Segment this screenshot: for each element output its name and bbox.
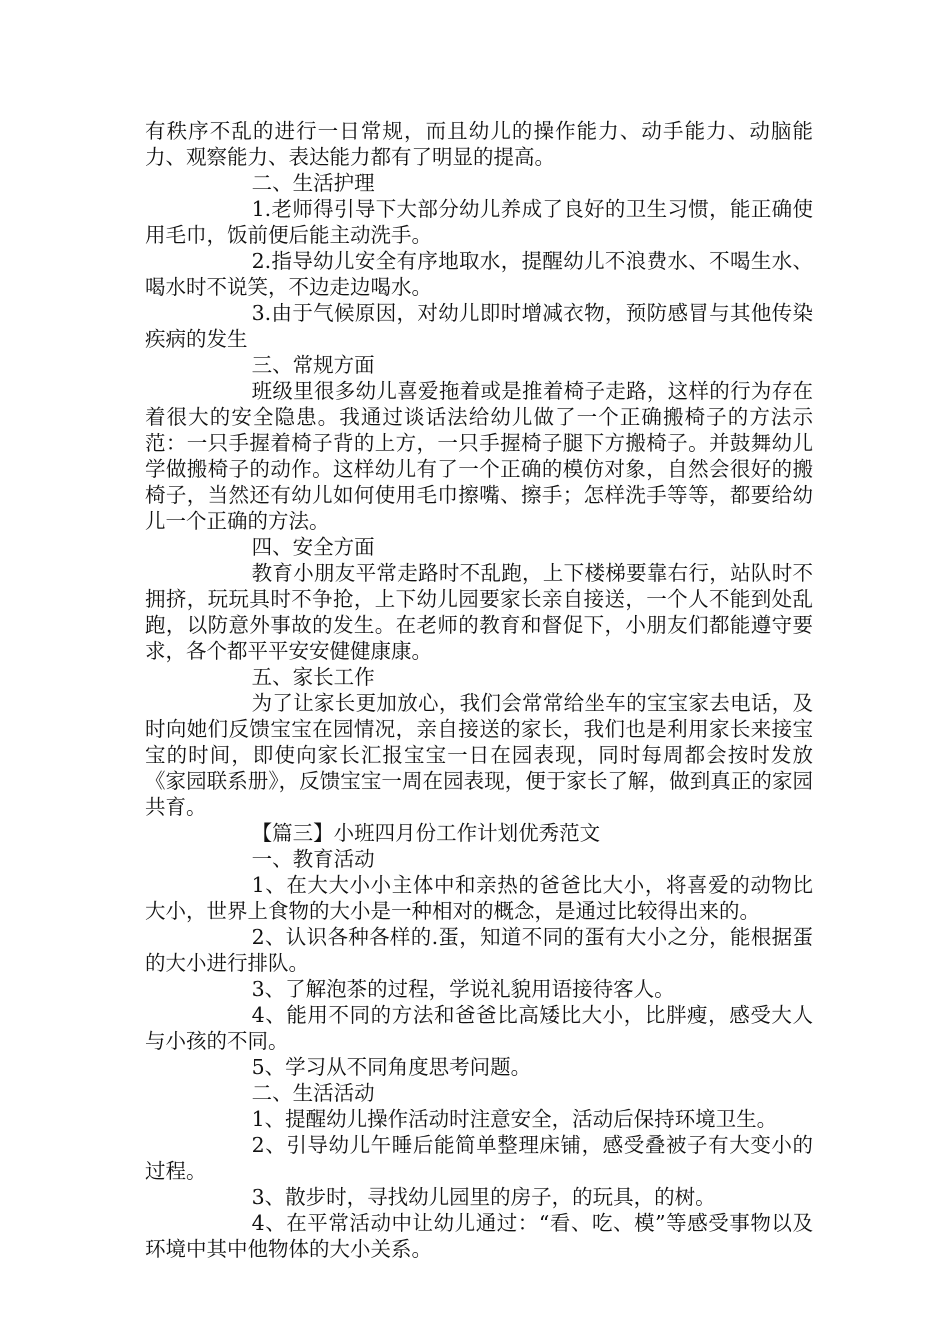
section-heading: 【篇三】小班四月份工作计划优秀范文: [251, 821, 601, 845]
body-paragraph: 班级里很多幼儿喜爱拖着或是推着椅子走路，这样的行为存在着很大的安全隐患。我通过谈话法给幼儿做了一个正确搬椅子的方法示范：一只手握着椅子背的上方，一只手握椅子腿下方搬椅子。并鼓舞幼儿学做搬椅子的动作。这样幼儿有了一个正确的模仿对象，自然会很好的搬椅子，当然还有幼儿如何使用毛巾擦嘴、擦手；怎样洗手等等，都要给幼儿一个正确的方法。: [145, 379, 813, 533]
section-heading: 一、教育活动: [251, 847, 375, 871]
body-paragraph: 教育小朋友平常走路时不乱跑，上下楼梯要靠右行，站队时不拥挤，玩玩具时不争抢，上下幼儿园要家长亲自接送，一个人不能到处乱跑，以防意外事故的发生。在老师的教育和督促下，小朋友们都能遵守要求，各个都平平安安健健康康。: [145, 561, 813, 663]
body-paragraph: 4、能用不同的方法和爸爸比高矮比大小，比胖瘦，感受大人与小孩的不同。: [145, 1003, 813, 1053]
body-paragraph: 为了让家长更加放心，我们会常常给坐车的宝宝家去电话，及时向她们反馈宝宝在园情况，亲自接送的家长，我们也是利用家长来接宝宝的时间，即使向家长汇报宝宝一日在园表现，同时每周都会按时发放《家园联系册》，反馈宝宝一周在园表现，便于家长了解，做到真正的家园共育。: [145, 691, 813, 819]
body-paragraph: 2.指导幼儿安全有序地取水，提醒幼儿不浪费水、不喝生水、喝水时不说笑，不边走边喝水。: [145, 249, 813, 299]
section-heading: 四、安全方面: [251, 535, 375, 559]
body-paragraph: 4、在平常活动中让幼儿通过：“看、吃、模”等感受事物以及环境中其中他物体的大小关系。: [145, 1211, 813, 1261]
body-paragraph: 3、散步时，寻找幼儿园里的房子，的玩具，的树。: [251, 1185, 716, 1209]
section-heading: 五、家长工作: [251, 665, 375, 689]
body-paragraph: 5、学习从不同角度思考问题。: [251, 1055, 532, 1079]
body-paragraph: 1.老师得引导下大部分幼儿养成了良好的卫生习惯，能正确使用毛巾，饭前便后能主动洗手。: [145, 197, 813, 247]
body-paragraph: 1、在大大小小主体中和亲热的爸爸比大小，将喜爱的动物比大小，世界上食物的大小是一种相对的概念，是通过比较得出来的。: [145, 873, 813, 923]
body-paragraph: 有秩序不乱的进行一日常规，而且幼儿的操作能力、动手能力、动脑能力、观察能力、表达能力都有了明显的提高。: [145, 119, 813, 169]
section-heading: 三、常规方面: [251, 353, 375, 377]
body-paragraph: 3、了解泡茶的过程，学说礼貌用语接待客人。: [251, 977, 675, 1001]
body-paragraph: 2、认识各种各样的.蛋，知道不同的蛋有大小之分，能根据蛋的大小进行排队。: [145, 925, 813, 975]
body-paragraph: 2、引导幼儿午睡后能简单整理床铺，感受叠被子有大变小的过程。: [145, 1133, 813, 1183]
section-heading: 二、生活护理: [251, 171, 375, 195]
body-paragraph: 1、提醒幼儿操作活动时注意安全，活动后保持环境卫生。: [251, 1107, 778, 1131]
section-heading: 二、生活活动: [251, 1081, 375, 1105]
document-body: [145, 118, 813, 1262]
body-paragraph: 3.由于气候原因，对幼儿即时增减衣物，预防感冒与其他传染疾病的发生: [145, 301, 813, 351]
